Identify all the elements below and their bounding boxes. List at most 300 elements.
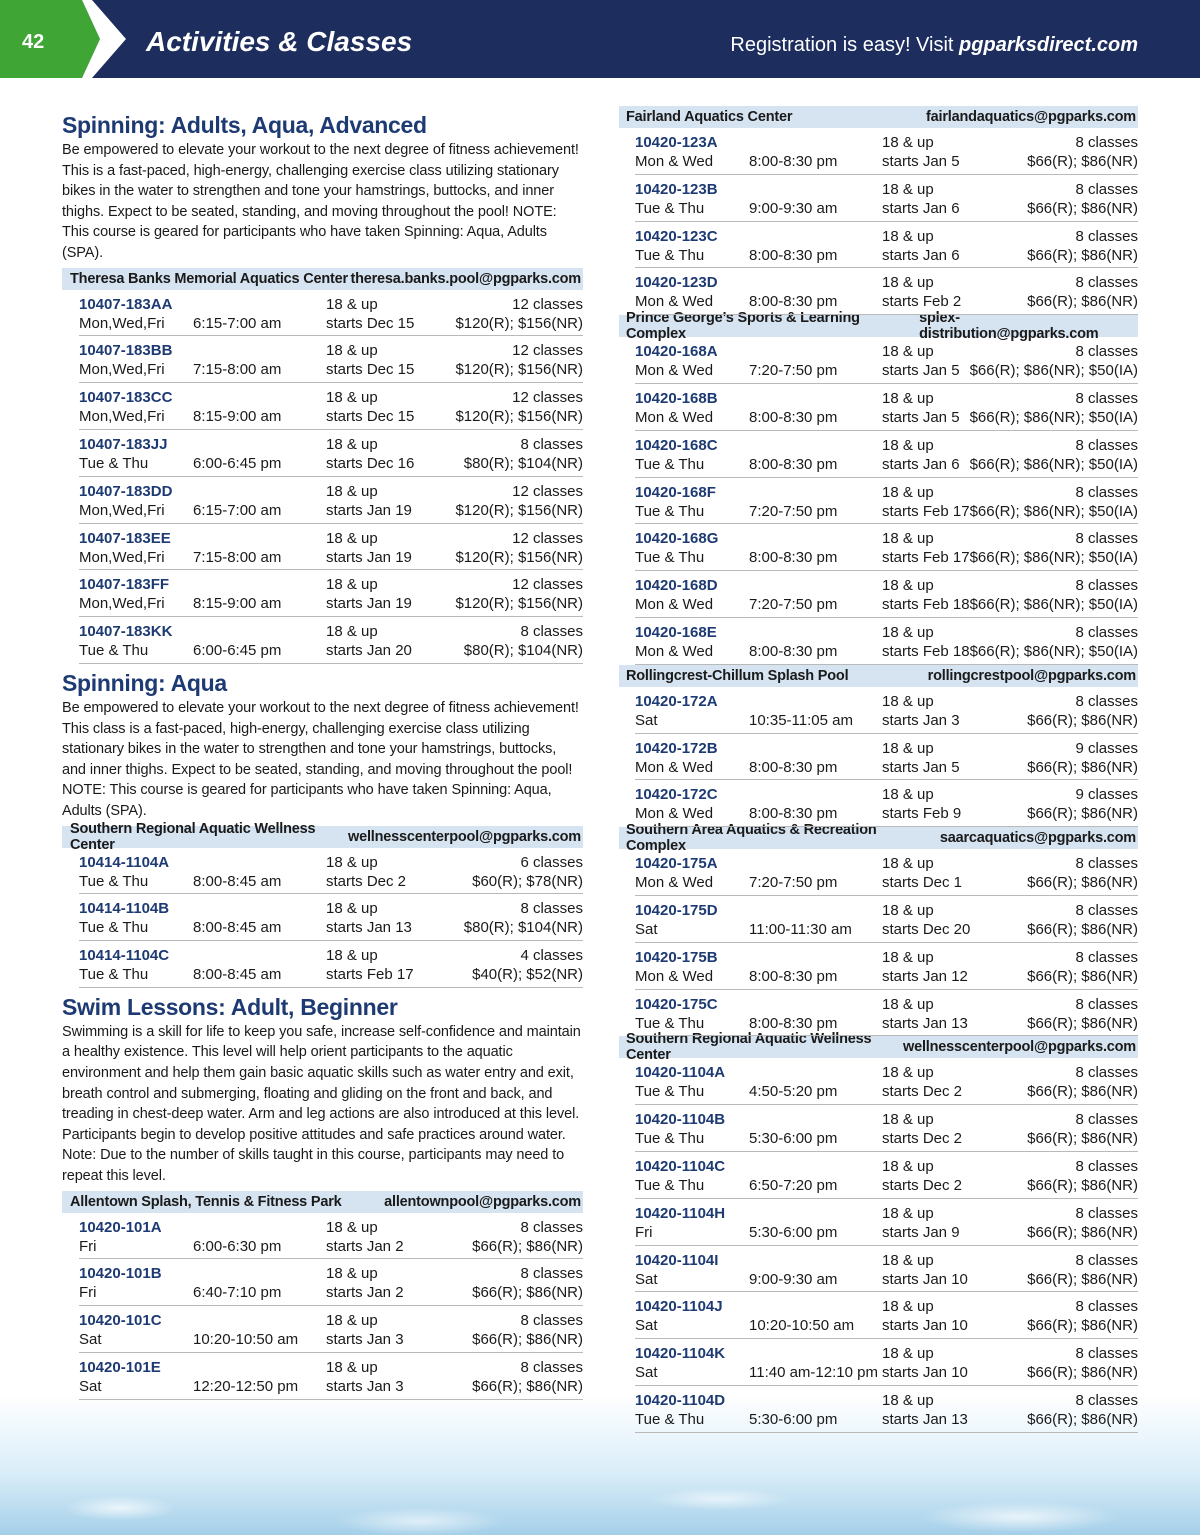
start-date: starts Dec 15 bbox=[326, 314, 415, 332]
session-days: Mon & Wed bbox=[635, 874, 714, 892]
session-time: 11:40 am-12:10 pm bbox=[749, 1364, 878, 1382]
session-time: 7:20-7:50 pm bbox=[749, 362, 838, 380]
class-count: 8 classes bbox=[1075, 530, 1138, 548]
course-code: 10407-183EE bbox=[79, 529, 171, 547]
class-count: 8 classes bbox=[1075, 692, 1138, 710]
session-row bbox=[79, 290, 583, 337]
session-fee: $66(R); $86(NR) bbox=[1027, 1364, 1138, 1382]
session-row bbox=[635, 175, 1138, 222]
age-range: 18 & up bbox=[882, 995, 934, 1013]
course-code: 10420-123C bbox=[635, 227, 718, 245]
session-row bbox=[635, 1105, 1138, 1152]
session-row bbox=[635, 431, 1138, 478]
session-row bbox=[635, 1339, 1138, 1386]
class-count: 12 classes bbox=[512, 576, 583, 594]
start-date: starts Jan 20 bbox=[326, 642, 412, 660]
course-description: Be empowered to elevate your workout to the next degree of fitness achievement! This class is a fast-paced, high-energy, challenging exercise class utilizing stationary bikes in the water to strengthen and tone your hamstrings, buttocks, and inner thighs. Expect to be seated, standing, and moving throughout the pool! NOTE: This course is geared for participants who have taken Spinning: Aqua, Adults (SPA). bbox=[62, 699, 579, 819]
session-fee: $66(R); $86(NR) bbox=[1027, 1176, 1138, 1194]
course-code: 10407-183FF bbox=[79, 576, 170, 594]
session-row bbox=[635, 943, 1138, 990]
session-days: Mon & Wed bbox=[635, 293, 714, 311]
registration-link[interactable]: pgparksdirect.com bbox=[959, 34, 1138, 56]
session-fee: $66(R); $86(NR) bbox=[1027, 920, 1138, 938]
start-date: starts Jan 2 bbox=[326, 1284, 404, 1302]
session-time: 6:00-6:45 pm bbox=[193, 642, 282, 660]
course-code: 10420-1104H bbox=[635, 1204, 726, 1222]
start-date: starts Jan 12 bbox=[882, 967, 968, 985]
location-name: Southern Regional Aquatic Wellness Center bbox=[626, 1031, 872, 1064]
start-date: starts Jan 3 bbox=[326, 1331, 404, 1349]
start-date: starts Feb 17 bbox=[326, 966, 414, 984]
course-description: Swimming is a skill for life to keep you safe, increase self-confidence and maintain a healthy existence. This level will help orient participants to the aquatic environment and help them gain basic aquatic skills such as water entry and exit, breath control and submerging, floating and gliding on the front and back, and treading in chest-deep water. Arm and leg actions are also introduced at this level. Participants begin to develop positive attitudes and safe practices around water. Note: Due to the number of skills taught in this course, participants may need to repeat this level. bbox=[62, 1023, 581, 1185]
age-range: 18 & up bbox=[882, 1204, 934, 1222]
class-count: 12 classes bbox=[512, 389, 583, 407]
age-range: 18 & up bbox=[326, 1359, 378, 1377]
course-code: 10420-168A bbox=[635, 343, 718, 361]
start-date: starts Dec 2 bbox=[882, 1130, 963, 1148]
session-days: Tue & Thu bbox=[635, 1410, 705, 1428]
course-code: 10420-1104J bbox=[635, 1298, 723, 1316]
start-date: starts Dec 2 bbox=[326, 872, 407, 890]
session-days: Tue & Thu bbox=[635, 1014, 705, 1032]
location-block bbox=[619, 1031, 1138, 1432]
class-count: 8 classes bbox=[1075, 995, 1138, 1013]
course-code: 10420-1104C bbox=[635, 1157, 726, 1175]
class-count: 8 classes bbox=[520, 435, 583, 453]
session-fee: $66(R); $86(NR) bbox=[1027, 967, 1138, 985]
location-block bbox=[619, 106, 1138, 315]
session-row bbox=[79, 1213, 583, 1260]
course-title: Spinning: Aqua bbox=[62, 669, 227, 696]
course-title: Spinning: Adults, Aqua, Advanced bbox=[62, 112, 427, 138]
location-name: Rollingcrest-Chillum Splash Pool bbox=[626, 667, 849, 684]
session-time: 8:00-8:45 am bbox=[193, 966, 282, 984]
class-count: 12 classes bbox=[512, 482, 583, 500]
age-range: 18 & up bbox=[882, 389, 934, 407]
location-email[interactable]: wellnesscenterpool@pgparks.com bbox=[903, 1039, 1136, 1056]
class-count: 8 classes bbox=[520, 1218, 583, 1236]
start-date: starts Jan 5 bbox=[882, 758, 960, 776]
start-date: starts Jan 13 bbox=[882, 1410, 968, 1428]
location-email[interactable]: theresa.banks.pool@pgparks.com bbox=[350, 270, 581, 287]
class-count: 8 classes bbox=[1075, 577, 1138, 595]
class-count: 8 classes bbox=[1075, 227, 1138, 245]
start-date: starts Jan 6 bbox=[882, 246, 960, 264]
age-range: 18 & up bbox=[882, 692, 934, 710]
session-time: 8:15-9:00 am bbox=[193, 408, 282, 426]
class-count: 8 classes bbox=[520, 1312, 583, 1330]
start-date: starts Feb 17 bbox=[882, 549, 970, 567]
course-code: 10420-123A bbox=[635, 134, 718, 151]
age-range: 18 & up bbox=[326, 482, 378, 500]
course-title: Swim Lessons: Adult, Beginner bbox=[62, 993, 398, 1020]
session-fee: $80(R); $104(NR) bbox=[463, 454, 583, 472]
session-days: Sat bbox=[79, 1378, 102, 1396]
course-code: 10420-123D bbox=[635, 274, 718, 292]
location-block bbox=[619, 665, 1138, 827]
session-fee: $66(R); $86(NR) bbox=[1027, 1317, 1138, 1335]
session-time: 8:00-8:30 pm bbox=[749, 408, 838, 426]
session-row bbox=[635, 337, 1138, 384]
session-row bbox=[79, 383, 583, 430]
age-range: 18 & up bbox=[882, 948, 934, 966]
session-fee: $66(R); $86(NR) bbox=[1027, 874, 1138, 892]
class-count: 4 classes bbox=[520, 947, 583, 965]
session-row bbox=[635, 1058, 1138, 1105]
session-row bbox=[635, 1246, 1138, 1293]
start-date: starts Dec 2 bbox=[882, 1083, 963, 1101]
start-date: starts Jan 10 bbox=[882, 1270, 968, 1288]
location-header bbox=[619, 106, 1138, 128]
age-range: 18 & up bbox=[882, 274, 934, 292]
session-days: Sat bbox=[79, 1331, 102, 1349]
session-row bbox=[79, 430, 583, 477]
session-time: 8:00-8:30 pm bbox=[749, 246, 838, 264]
class-count: 8 classes bbox=[520, 1359, 583, 1377]
age-range: 18 & up bbox=[882, 1157, 934, 1175]
location-email[interactable]: saarcaquatics@pgparks.com bbox=[939, 830, 1136, 847]
age-range: 18 & up bbox=[326, 1265, 378, 1283]
location-email[interactable]: fairlandaquatics@pgparks.com bbox=[926, 109, 1136, 125]
session-time: 12:20-12:50 pm bbox=[193, 1378, 299, 1396]
session-time: 6:00-6:45 pm bbox=[193, 454, 282, 472]
session-fee: $66(R); $86(NR) bbox=[1027, 153, 1138, 170]
session-row bbox=[635, 990, 1138, 1037]
class-count: 8 classes bbox=[1075, 901, 1138, 919]
session-days: Tue & Thu bbox=[79, 642, 149, 660]
location-block bbox=[619, 310, 1138, 665]
age-range: 18 & up bbox=[326, 623, 378, 641]
session-fee: $66(R); $86(NR); $50(IA) bbox=[969, 642, 1138, 660]
session-row bbox=[635, 780, 1138, 827]
start-date: starts Feb 18 bbox=[882, 596, 970, 614]
age-range: 18 & up bbox=[882, 530, 934, 548]
session-row bbox=[635, 478, 1138, 525]
age-range: 18 & up bbox=[882, 1298, 934, 1316]
session-days: Sat bbox=[635, 1364, 658, 1382]
session-fee: $66(R); $86(NR) bbox=[472, 1237, 583, 1255]
age-range: 18 & up bbox=[326, 295, 378, 313]
location-header bbox=[62, 268, 583, 290]
age-range: 18 & up bbox=[326, 435, 378, 453]
course-code: 10420-172A bbox=[635, 692, 718, 710]
session-time: 7:20-7:50 pm bbox=[749, 502, 838, 520]
location-block bbox=[619, 822, 1138, 1036]
course-code: 10420-101C bbox=[79, 1312, 162, 1330]
session-fee: $66(R); $86(NR) bbox=[1027, 805, 1138, 823]
start-date: starts Feb 2 bbox=[882, 293, 962, 311]
start-date: starts Jan 13 bbox=[326, 919, 412, 937]
course-code: 10420-168D bbox=[635, 577, 718, 595]
session-days: Tue & Thu bbox=[635, 1130, 705, 1148]
session-days: Sat bbox=[635, 711, 658, 729]
start-date: starts Dec 1 bbox=[882, 874, 963, 892]
right-column bbox=[619, 106, 1138, 1433]
session-row bbox=[635, 849, 1138, 896]
session-row bbox=[79, 941, 583, 988]
age-range: 18 & up bbox=[326, 389, 378, 407]
session-fee: $66(R); $86(NR); $50(IA) bbox=[969, 362, 1138, 380]
age-range: 18 & up bbox=[326, 947, 378, 965]
water-ripple-decoration bbox=[0, 1445, 1200, 1535]
age-range: 18 & up bbox=[326, 900, 378, 918]
start-date: starts Jan 6 bbox=[882, 455, 960, 473]
session-time: 7:20-7:50 pm bbox=[749, 874, 838, 892]
session-fee: $80(R); $104(NR) bbox=[463, 919, 583, 937]
page-header bbox=[0, 0, 1200, 78]
age-range: 18 & up bbox=[882, 1064, 934, 1082]
session-time: 8:15-9:00 am bbox=[193, 595, 282, 613]
location-email[interactable]: allentownpool@pgparks.com bbox=[384, 1193, 581, 1210]
session-time: 7:15-8:00 am bbox=[193, 361, 282, 379]
session-time: 7:15-8:00 am bbox=[193, 548, 282, 566]
session-days: Sat bbox=[635, 920, 658, 938]
class-count: 8 classes bbox=[1075, 1251, 1138, 1269]
course-code: 10407-183BB bbox=[79, 342, 173, 360]
start-date: starts Jan 19 bbox=[326, 595, 412, 613]
session-days: Tue & Thu bbox=[635, 1176, 705, 1194]
session-days: Mon & Wed bbox=[635, 758, 714, 776]
course-code: 10420-1104I bbox=[635, 1251, 719, 1269]
session-time: 6:00-6:30 pm bbox=[193, 1237, 282, 1255]
session-row bbox=[79, 894, 583, 941]
course-code: 10420-168B bbox=[635, 389, 718, 407]
session-fee: $66(R); $86(NR); $50(IA) bbox=[969, 408, 1138, 426]
session-time: 6:15-7:00 am bbox=[193, 501, 282, 519]
session-time: 8:00-8:30 pm bbox=[749, 293, 838, 311]
session-fee: $66(R); $86(NR) bbox=[1027, 1223, 1138, 1241]
age-range: 18 & up bbox=[326, 1312, 378, 1330]
course-code: 10420-175D bbox=[635, 901, 718, 919]
start-date: starts Jan 9 bbox=[882, 1223, 960, 1241]
session-fee: $66(R); $86(NR) bbox=[1027, 1014, 1138, 1032]
session-fee: $120(R); $156(NR) bbox=[455, 501, 583, 519]
session-row bbox=[635, 128, 1138, 175]
session-time: 5:30-6:00 pm bbox=[749, 1410, 838, 1428]
course-code: 10420-101B bbox=[79, 1265, 162, 1283]
age-range: 18 & up bbox=[882, 786, 934, 804]
session-time: 8:00-8:30 pm bbox=[749, 642, 838, 660]
class-count: 8 classes bbox=[1075, 1345, 1138, 1363]
session-days: Mon & Wed bbox=[635, 153, 714, 170]
session-time: 10:35-11:05 am bbox=[749, 711, 853, 729]
session-row bbox=[79, 336, 583, 383]
start-date: starts Jan 5 bbox=[882, 362, 960, 380]
session-days: Mon & Wed bbox=[635, 805, 714, 823]
page-number-tab bbox=[0, 0, 100, 78]
session-time: 9:00-9:30 am bbox=[749, 1270, 838, 1288]
class-count: 8 classes bbox=[1075, 855, 1138, 873]
session-fee: $66(R); $86(NR); $50(IA) bbox=[969, 455, 1138, 473]
session-time: 6:40-7:10 pm bbox=[193, 1284, 282, 1302]
course-code: 10407-183CC bbox=[79, 389, 173, 407]
course-description: Be empowered to elevate your workout to the next degree of fitness achievement! This is a fast-paced, high-energy, challenging exercise class utilizing stationary bikes in the water to strengthen and tone your hamstrings, buttocks, and inner thighs. Expect to be seated, standing, and moving throughout the pool! NOTE: This course is geared for participants who have taken Spinning: Aqua, Adults (SPA). bbox=[62, 142, 579, 261]
page-number: 42 bbox=[22, 31, 45, 53]
class-count: 9 classes bbox=[1075, 739, 1138, 757]
session-days: Tue & Thu bbox=[635, 549, 705, 567]
registration-text: Registration is easy! Visit bbox=[730, 34, 960, 56]
session-days: Tue & Thu bbox=[635, 1083, 705, 1101]
class-count: 8 classes bbox=[1075, 1157, 1138, 1175]
course-block bbox=[62, 992, 583, 1400]
course-code: 10420-1104K bbox=[635, 1345, 726, 1363]
session-days: Mon & Wed bbox=[635, 408, 714, 426]
session-days: Tue & Thu bbox=[635, 246, 705, 264]
location-header bbox=[62, 820, 583, 853]
course-code: 10420-172C bbox=[635, 786, 718, 804]
location-header bbox=[619, 822, 1138, 855]
class-count: 6 classes bbox=[520, 853, 583, 871]
session-days: Mon & Wed bbox=[635, 642, 714, 660]
session-fee: $66(R); $86(NR) bbox=[1027, 1083, 1138, 1101]
class-count: 8 classes bbox=[1075, 436, 1138, 454]
session-row bbox=[79, 617, 583, 664]
course-code: 10407-183JJ bbox=[79, 435, 168, 453]
start-date: starts Jan 10 bbox=[882, 1364, 968, 1382]
session-row bbox=[635, 1292, 1138, 1339]
location-email[interactable]: rollingcrestpool@pgparks.com bbox=[927, 667, 1136, 684]
session-time: 10:20-10:50 am bbox=[749, 1317, 855, 1335]
session-time: 8:00-8:30 pm bbox=[749, 805, 838, 823]
location-header bbox=[619, 665, 1138, 687]
start-date: starts Jan 3 bbox=[882, 711, 960, 729]
session-row bbox=[79, 524, 583, 571]
location-name: Southern Area Aquatics & Recreation Complex bbox=[626, 822, 877, 855]
age-range: 18 & up bbox=[882, 577, 934, 595]
age-range: 18 & up bbox=[882, 483, 934, 501]
session-days: Tue & Thu bbox=[635, 455, 705, 473]
class-count: 12 classes bbox=[512, 529, 583, 547]
start-date: starts Jan 3 bbox=[326, 1378, 404, 1396]
session-time: 8:00-8:30 pm bbox=[749, 1014, 838, 1032]
course-code: 10407-183AA bbox=[79, 295, 173, 313]
start-date: starts Dec 20 bbox=[882, 920, 971, 938]
location-name: Theresa Banks Memorial Aquatics Center bbox=[70, 270, 348, 287]
age-range: 18 & up bbox=[326, 529, 378, 547]
session-days: Tue & Thu bbox=[79, 454, 149, 472]
session-time: 9:00-9:30 am bbox=[749, 199, 838, 217]
class-count: 8 classes bbox=[1075, 948, 1138, 966]
session-row bbox=[635, 734, 1138, 781]
age-range: 18 & up bbox=[882, 436, 934, 454]
location-header bbox=[62, 1191, 583, 1213]
session-fee: $66(R); $86(NR); $50(IA) bbox=[969, 502, 1138, 520]
age-range: 18 & up bbox=[882, 901, 934, 919]
course-code: 10420-175B bbox=[635, 948, 718, 966]
session-days: Sat bbox=[635, 1317, 658, 1335]
class-count: 8 classes bbox=[1075, 134, 1138, 151]
course-code: 10420-1104B bbox=[635, 1111, 726, 1129]
session-fee: $66(R); $86(NR) bbox=[1027, 199, 1138, 217]
session-time: 8:00-8:30 pm bbox=[749, 549, 838, 567]
location-header bbox=[619, 310, 1138, 343]
start-date: starts Jan 2 bbox=[326, 1237, 404, 1255]
course-code: 10414-1104C bbox=[79, 947, 170, 965]
age-range: 18 & up bbox=[882, 855, 934, 873]
session-time: 8:00-8:45 am bbox=[193, 919, 282, 937]
session-row bbox=[635, 571, 1138, 618]
session-row bbox=[635, 1199, 1138, 1246]
session-days: Tue & Thu bbox=[79, 919, 149, 937]
location-name: Fairland Aquatics Center bbox=[626, 109, 793, 125]
age-range: 18 & up bbox=[882, 1391, 934, 1409]
session-time: 5:30-6:00 pm bbox=[749, 1130, 838, 1148]
session-days: Mon,Wed,Fri bbox=[79, 595, 165, 613]
course-code: 10407-183DD bbox=[79, 482, 173, 500]
session-fee: $120(R); $156(NR) bbox=[455, 361, 583, 379]
class-count: 8 classes bbox=[1075, 343, 1138, 361]
session-days: Fri bbox=[79, 1284, 97, 1302]
start-date: starts Jan 5 bbox=[882, 408, 960, 426]
session-days: Sat bbox=[635, 1270, 658, 1288]
session-fee: $66(R); $86(NR) bbox=[1027, 246, 1138, 264]
course-code: 10420-1104A bbox=[635, 1064, 726, 1082]
location-email[interactable]: splex-distribution@pgparks.com bbox=[919, 310, 1099, 343]
session-fee: $80(R); $104(NR) bbox=[463, 642, 583, 660]
session-fee: $120(R); $156(NR) bbox=[455, 314, 583, 332]
course-code: 10414-1104B bbox=[79, 900, 170, 918]
session-days: Tue & Thu bbox=[635, 199, 705, 217]
session-fee: $120(R); $156(NR) bbox=[455, 595, 583, 613]
session-row bbox=[635, 618, 1138, 665]
session-row bbox=[79, 1353, 583, 1400]
session-time: 10:20-10:50 am bbox=[193, 1331, 299, 1349]
location-name: Prince George’s Sports & Learning Complex bbox=[626, 310, 860, 343]
session-days: Mon,Wed,Fri bbox=[79, 361, 165, 379]
age-range: 18 & up bbox=[326, 853, 378, 871]
session-days: Tue & Thu bbox=[635, 502, 705, 520]
session-days: Mon & Wed bbox=[635, 967, 714, 985]
location-email[interactable]: wellnesscenterpool@pgparks.com bbox=[348, 828, 581, 845]
session-time: 8:00-8:30 pm bbox=[749, 758, 838, 776]
session-row bbox=[635, 896, 1138, 943]
start-date: starts Dec 15 bbox=[326, 361, 415, 379]
session-row bbox=[635, 524, 1138, 571]
session-time: 7:20-7:50 pm bbox=[749, 596, 838, 614]
course-block bbox=[62, 668, 583, 988]
age-range: 18 & up bbox=[882, 180, 934, 198]
session-fee: $66(R); $86(NR) bbox=[472, 1284, 583, 1302]
start-date: starts Jan 6 bbox=[882, 199, 960, 217]
age-range: 18 & up bbox=[326, 576, 378, 594]
course-code: 10420-168G bbox=[635, 530, 719, 548]
left-column bbox=[62, 106, 583, 1402]
session-days: Mon & Wed bbox=[635, 362, 714, 380]
course-code: 10420-168C bbox=[635, 436, 718, 454]
start-date: starts Jan 10 bbox=[882, 1317, 968, 1335]
class-count: 8 classes bbox=[1075, 1298, 1138, 1316]
class-count: 8 classes bbox=[1075, 1111, 1138, 1129]
class-count: 12 classes bbox=[512, 295, 583, 313]
class-count: 8 classes bbox=[1075, 1204, 1138, 1222]
session-time: 6:15-7:00 am bbox=[193, 314, 282, 332]
session-days: Fri bbox=[635, 1223, 653, 1241]
session-fee: $66(R); $86(NR) bbox=[1027, 293, 1138, 311]
course-code: 10420-172B bbox=[635, 739, 718, 757]
class-count: 8 classes bbox=[1075, 483, 1138, 501]
course-block bbox=[62, 110, 583, 664]
session-fee: $66(R); $86(NR) bbox=[1027, 758, 1138, 776]
session-time: 8:00-8:30 pm bbox=[749, 967, 838, 985]
session-time: 11:00-11:30 am bbox=[749, 920, 852, 938]
start-date: starts Jan 5 bbox=[882, 153, 960, 170]
session-days: Tue & Thu bbox=[79, 966, 149, 984]
age-range: 18 & up bbox=[882, 227, 934, 245]
age-range: 18 & up bbox=[882, 1251, 934, 1269]
class-count: 8 classes bbox=[1075, 1064, 1138, 1082]
session-fee: $120(R); $156(NR) bbox=[455, 408, 583, 426]
session-time: 8:00-8:45 am bbox=[193, 872, 282, 890]
